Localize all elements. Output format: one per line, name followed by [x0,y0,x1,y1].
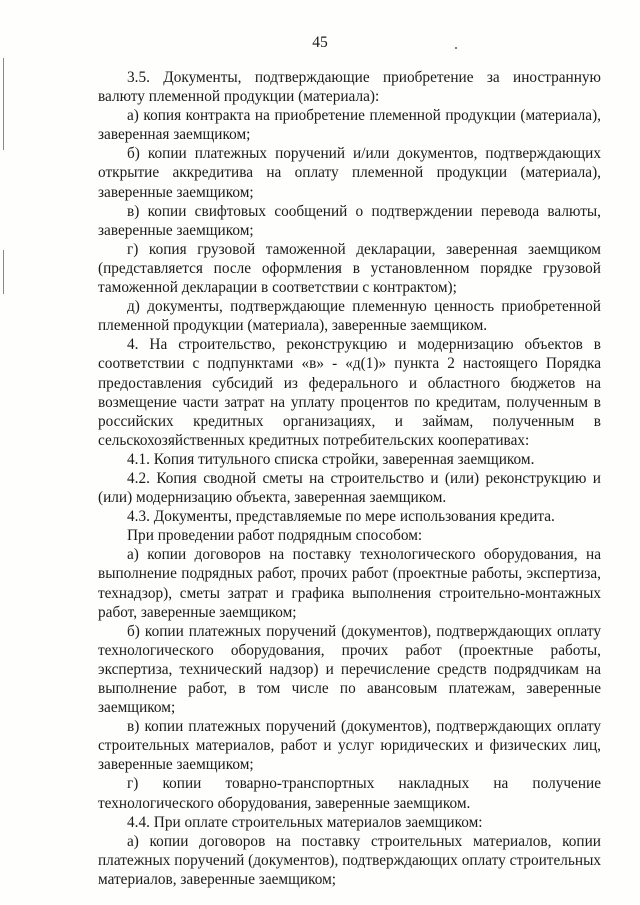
paragraph-3-5: 3.5. Документы, подтверждающие приобретение за иностранную валюту племенной продукции (материала): [98,69,601,106]
paragraph-contractor-a: а) копии договоров на поставку технологического оборудования, на выполнение подрядных работ, прочих работ (проектные работы, экспертиза, технадзор), сметы затрат и графика выполнения строительно-монтажных работ, заверенные заемщиком; [98,546,601,621]
document-body [98,68,601,889]
paragraph-4-2: 4.2. Копия сводной сметы на строительство и (или) реконструкцию и (или) модернизацию объекта, заверенная заемщиком. [98,469,601,507]
paragraph-3-5-a: а) копия контракта на приобретение племенной продукции (материала), заверенная заемщиком; [98,107,601,144]
paragraph-4-3: 4.3. Документы, представляемые по мере использования кредита. [127,508,555,526]
paragraph-3-5-b: б) копии платежных поручений и/или документов, подтверждающих открытие аккредитива на оплату племенной продукции (материала), заверенные заемщиком; [98,145,601,201]
scan-edge-mark [3,250,4,294]
paragraph-contractor-method: При проведении работ подрядным способом: [127,527,423,545]
paragraph-contractor-g: г) копии товарно-транспортных накладных на получение технологического оборудования, заверенные заемщиком. [98,775,601,812]
paragraph-4-1: 4.1. Копия титульного списка стройки, заверенная заемщиком. [127,450,535,468]
paragraph-4-4-a: а) копии договоров на поставку строительных материалов, копии платежных поручений (документов), подтверждающих оплату строительных материалов, заверенные заемщиком; [98,832,601,888]
paragraph-4-4: 4.4. При оплате строительных материалов заемщиком: [127,813,483,831]
page-number: 45 [312,34,328,51]
paragraph-4: 4. На строительство, реконструкцию и модернизацию объектов в соответствии с подпунктами «в» - «д(1)» пункта 2 настоящего Порядка предоставления субсидий из федерального и областного бюджетов на возмещение части затрат на уплату процентов по кредитам, полученным в российских кредитных организациях, и займам, полученным в сельскохозяйственных кредитных потребительских кооперативах: [98,336,601,449]
scan-edge-mark [3,58,4,150]
paragraph-3-5-d: д) документы, подтверждающие племенную ценность приобретенной племенной продукции (материала), заверенные заемщиком. [98,298,601,335]
paragraph-3-5-v: в) копии свифтовых сообщений о подтверждении перевода валюты, заверенные заемщиком; [98,202,601,239]
paragraph-3-5-g: г) копия грузовой таможенной декларации, заверенная заемщиком (представляется после оформления в установленном порядке грузовой таможенной декларации в соответствии с контрактом); [98,240,601,297]
paragraph-contractor-v: в) копии платежных поручений (документов), подтверждающих оплату строительных материалов, работ и услуг юридических и физических лиц, заверенные заемщиком; [98,718,601,774]
paragraph-contractor-b: б) копии платежных поручений (документов), подтверждающих оплату технологического оборудования, прочих работ (проектные работы, экспертиза, технический надзор) и перечисление средств подрядчикам на выполнение работ, в том числе по авансовым платежам, заверенные заемщиком; [98,622,601,717]
